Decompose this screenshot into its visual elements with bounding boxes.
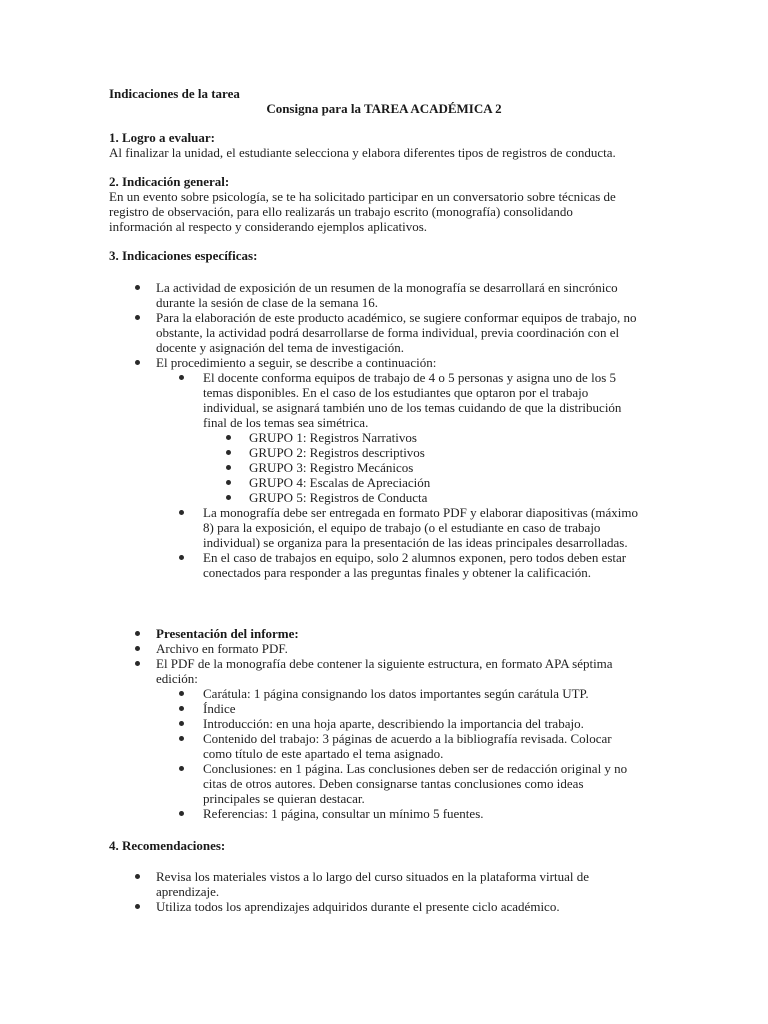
bullet-icon [135,661,140,666]
section-heading-indicacion-general: 2. Indicación general: [109,174,230,189]
list-item-line: Introducción: en una hoja aparte, describiendo la importancia del trabajo. [203,716,584,731]
bullet-icon [179,510,184,515]
bullet-icon [179,706,184,711]
list-item-line: individual, se asignará también uno de los temas cuidando de que la distribución [203,400,622,415]
bullet-icon [135,904,140,909]
list-item-line: Revisa los materiales vistos a lo largo del curso situados en la plataforma virtual de [156,869,589,884]
bullet-icon [226,450,231,455]
group-label: GRUPO 5: Registros de Conducta [249,490,428,505]
bullet-icon [226,495,231,500]
bullet-icon [135,631,140,636]
assignment-subtitle: Consigna para la TAREA ACADÉMICA 2 [266,101,502,116]
list-item-line: final de los temas sea simétrica. [203,415,369,430]
list-item-line: citas de otros autores. Deben consignarse tantas conclusiones como ideas [203,776,584,791]
list-item-line: obstante, la actividad podrá desarrollarse de forma individual, previa coordinación con el [156,325,620,340]
list-item-line: La actividad de exposición de un resumen de la monografía se desarrollará en sincrónico [156,280,618,295]
bullet-icon [226,465,231,470]
list-item-line: principales se quieran destacar. [203,791,365,806]
group-item [109,475,659,490]
paragraph-line: información al respecto y considerando ejemplos aplicativos. [109,219,428,234]
list-item-line: conectados para responder a las preguntas finales y obtener la calificación. [203,565,592,580]
bullet-icon [135,315,140,320]
section-heading-recomendaciones: 4. Recomendaciones: [109,838,226,853]
bullet-icon [179,721,184,726]
group-item [109,460,659,475]
sub-list-item [109,806,659,821]
bullet-icon [135,285,140,290]
list-item-line: durante la sesión de clase de la semana 16. [156,295,378,310]
list-item-line: Utiliza todos los aprendizajes adquiridos durante el presente ciclo académico. [156,899,560,914]
paragraph-line: En un evento sobre psicología, se te ha solicitado participar en un conversatorio sobre técnicas de [109,189,616,204]
list-item [109,869,659,899]
bullet-icon [179,375,184,380]
document-body [109,86,659,914]
list-item-line: individual) se organiza para la presentación de las ideas principales desarrolladas. [203,535,628,550]
group-item [109,445,659,460]
list-item-line: El PDF de la monografía debe contener la siguiente estructura, en formato APA séptima [156,656,613,671]
group-label: GRUPO 3: Registro Mecánicos [249,460,414,475]
group-label: GRUPO 2: Registros descriptivos [249,445,425,460]
list-item-line: El docente conforma equipos de trabajo de 4 o 5 personas y asigna uno de los 5 [203,370,616,385]
list-item [109,899,659,914]
list-item-line: Conclusiones: en 1 página. Las conclusiones deben ser de redacción original y no [203,761,628,776]
list-item-line: Referencias: 1 página, consultar un mínimo 5 fuentes. [203,806,484,821]
list-item [109,355,659,370]
group-item [109,430,659,445]
bullet-icon [179,811,184,816]
group-label: GRUPO 4: Escalas de Apreciación [249,475,431,490]
sub-list-item [109,686,659,701]
sub-list-item [109,550,659,580]
list-item-line: como título de este apartado el tema asignado. [203,746,444,761]
list-item-line: La monografía debe ser entregada en formato PDF y elaborar diapositivas (máximo [203,505,638,520]
list-item-heading: Presentación del informe: [156,626,299,641]
section-heading-indicaciones-especificas: 3. Indicaciones específicas: [109,248,258,263]
sub-list-item [109,505,659,550]
group-item [109,490,659,505]
list-item-line: Contenido del trabajo: 3 páginas de acuerdo a la bibliografía revisada. Colocar [203,731,612,746]
bullet-icon [135,874,140,879]
list-item-line: edición: [156,671,198,686]
page-title: Indicaciones de la tarea [109,86,240,101]
sub-list-item [109,716,659,731]
bullet-icon [179,766,184,771]
list-item [109,310,659,355]
sub-list-item [109,761,659,806]
list-item-line: docente y asignación del tema de investigación. [156,340,404,355]
list-item-line: temas disponibles. En el caso de los estudiantes que optaron por el trabajo [203,385,589,400]
list-item-line: Para la elaboración de este producto académico, se sugiere conformar equipos de trabajo, no [156,310,637,325]
list-item-line: En el caso de trabajos en equipo, solo 2 alumnos exponen, pero todos deben estar [203,550,627,565]
paragraph-line: registro de observación, para ello realizarás un trabajo escrito (monografía) consolidando [109,204,573,219]
list-item-line: 8) para la exposición, el equipo de trabajo (o el estudiante en caso de trabajo [203,520,601,535]
list-item [109,626,659,641]
bullet-icon [179,555,184,560]
bullet-icon [179,736,184,741]
list-item [109,656,659,686]
section-heading-logro: 1. Logro a evaluar: [109,130,215,145]
list-item-line: Carátula: 1 página consignando los datos importantes según carátula UTP. [203,686,589,701]
list-item-line: El procedimiento a seguir, se describe a continuación: [156,355,437,370]
bullet-icon [226,435,231,440]
list-item [109,280,659,310]
group-label: GRUPO 1: Registros Narrativos [249,430,417,445]
bullet-icon [179,691,184,696]
bullet-icon [226,480,231,485]
bullet-icon [135,360,140,365]
sub-list-item [109,701,659,716]
sub-list-item [109,370,659,430]
bullet-icon [135,646,140,651]
list-item [109,641,659,656]
list-item-line: aprendizaje. [156,884,220,899]
list-item-line: Archivo en formato PDF. [156,641,288,656]
paragraph-line: Al finalizar la unidad, el estudiante selecciona y elabora diferentes tipos de registros de conducta. [109,145,616,160]
sub-list-item [109,731,659,761]
list-item-line: Índice [203,701,236,716]
